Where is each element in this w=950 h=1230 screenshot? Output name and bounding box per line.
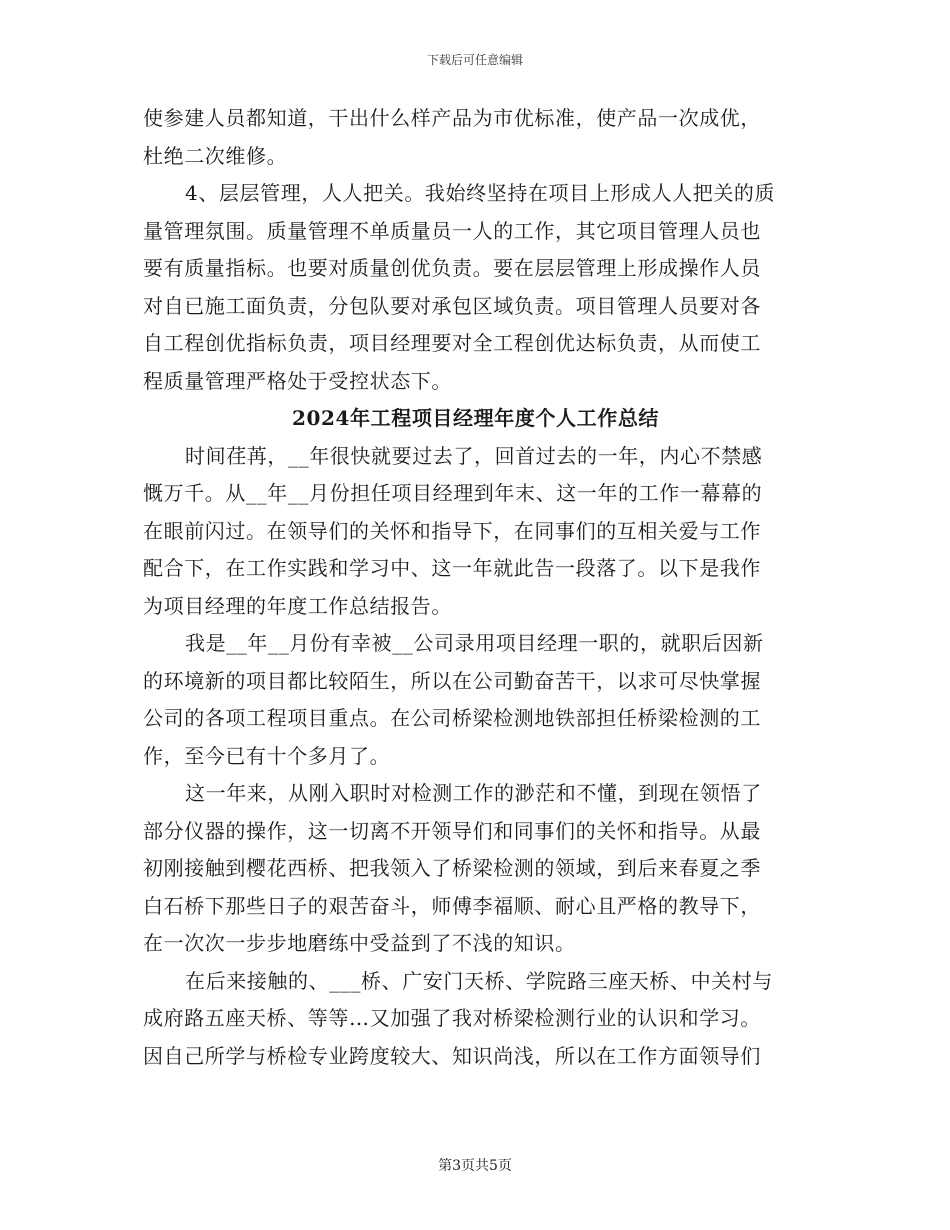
paragraph-quality-management — [143, 175, 808, 400]
text-line: 我是__年__月份有幸被__公司录用项目经理一职的，就职后因新 — [185, 631, 764, 655]
text-line: 因自己所学与桥检专业跨度较大、知识尚浅，所以在工作方面领导们 — [143, 1043, 761, 1068]
paragraph-year-review — [143, 775, 808, 963]
paragraph-continuation — [143, 100, 808, 175]
text-line: 量管理氛围。质量管理不单质量员一人的工作，其它项目管理人员也 — [143, 218, 761, 243]
text-line: 在一次次一步步地磨练中受益到了不浅的知识。 — [143, 931, 576, 955]
text-line: 公司的各项工程项目重点。在公司桥梁检测地铁部担任桥梁检测的工 — [143, 706, 761, 730]
text-line: 白石桥下那些日子的艰苦奋斗，师傅李福顺、耐心且严格的教导下， — [143, 893, 761, 918]
text-line: 成府路五座天桥、等等…又加强了我对桥梁检测行业的认识和学习。 — [143, 1006, 761, 1030]
text-line: 的环境新的项目都比较陌生，所以在公司勤奋苦干，以求可尽快掌握 — [143, 668, 761, 693]
text-line: 4、层层管理，人人把关。我始终坚持在项目上形成人人把关的质 — [185, 181, 776, 205]
text-line: 在后来接触的、___桥、广安门天桥、学院路三座天桥、中关村与 — [185, 968, 773, 993]
paragraph-intro — [143, 438, 808, 626]
text-line: 对自已施工面负责，分包队要对承包区域负责。项目管理人员要对各 — [143, 293, 761, 318]
text-line: 初刚接触到樱花西桥、把我领入了桥梁检测的领域，到后来春夏之季 — [143, 856, 761, 880]
text-line: 自工程创优指标负责，项目经理要对全工程创优达标负责，从而使工 — [143, 331, 761, 355]
text-line: 作，至今已有十个多月了。 — [143, 743, 391, 768]
text-line: 部分仪器的操作，这一切离不开领导们和同事们的关怀和指导。从最 — [143, 818, 761, 843]
text-line: 使参建人员都知道，干出什么样产品为市优标准，使产品一次成优， — [143, 106, 761, 130]
text-line: 要有质量指标。也要对质量创优负责。要在层层管理上形成操作人员 — [143, 256, 761, 280]
text-line: 杜绝二次维修。 — [143, 143, 288, 168]
section-title: 2024年工程项目经理年度个人工作总结 — [291, 406, 660, 430]
text-line: 这一年来，从刚入职时对检测工作的渺茫和不懂，到现在领悟了 — [185, 781, 762, 805]
paragraph-hiring — [143, 625, 808, 775]
text-line: 慨万千。从__年__月份担任项目经理到年末、这一年的工作一幕幕的 — [143, 481, 763, 505]
page-number-footer: 第3页共5页 — [438, 1158, 512, 1174]
text-line: 配合下，在工作实践和学习中、这一年就此告一段落了。以下是我作 — [143, 556, 761, 580]
page-header: 下载后可任意编辑 — [426, 53, 523, 67]
document-body — [143, 100, 808, 1075]
paragraph-bridges — [143, 963, 808, 1076]
text-line: 时间荏苒，__年很快就要过去了，回首过去的一年，内心不禁感 — [185, 443, 763, 468]
text-line: 为项目经理的年度工作总结报告。 — [143, 593, 452, 618]
text-line: 在眼前闪过。在领导们的关怀和指导下，在同事们的互相关爱与工作 — [143, 518, 761, 543]
text-line: 程质量管理严格处于受控状态下。 — [143, 368, 452, 393]
